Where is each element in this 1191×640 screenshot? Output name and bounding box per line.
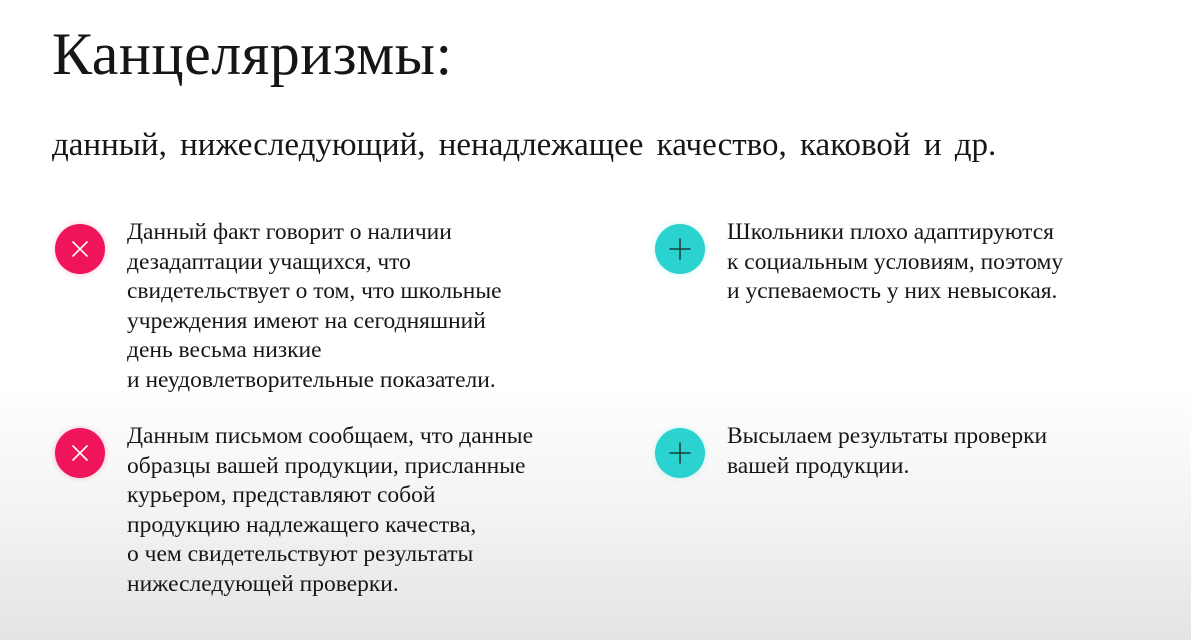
cross-icon — [55, 224, 105, 274]
example-text: Данным письмом сообщаем, что данные образцы вашей продукции, присланные курьером, представляют собой продукцию надлежащего качества, о чем свидетельствуют результаты нижеследующей проверки. — [127, 423, 533, 597]
cross-icon — [55, 428, 105, 478]
slide-title: Канцеляризмы: — [52, 21, 453, 87]
plus-icon — [655, 428, 705, 478]
plus-icon — [655, 224, 705, 274]
example-text: Данный факт говорит о наличии дезадаптации учащихся, что свидетельствует о том, что школьные учреждения имеют на сегодняшний день весьма низкие и неудовлетворительные показатели. — [127, 219, 502, 393]
example-text: Школьники плохо адаптируются к социальным условиям, поэтому и успеваемость у них невысокая. — [727, 219, 1064, 304]
example-text: Высылаем результаты проверки вашей продукции. — [727, 423, 1048, 479]
slide-subtitle: данный, нижеследующий, ненадлежащее качество, каковой и др. — [52, 127, 997, 163]
